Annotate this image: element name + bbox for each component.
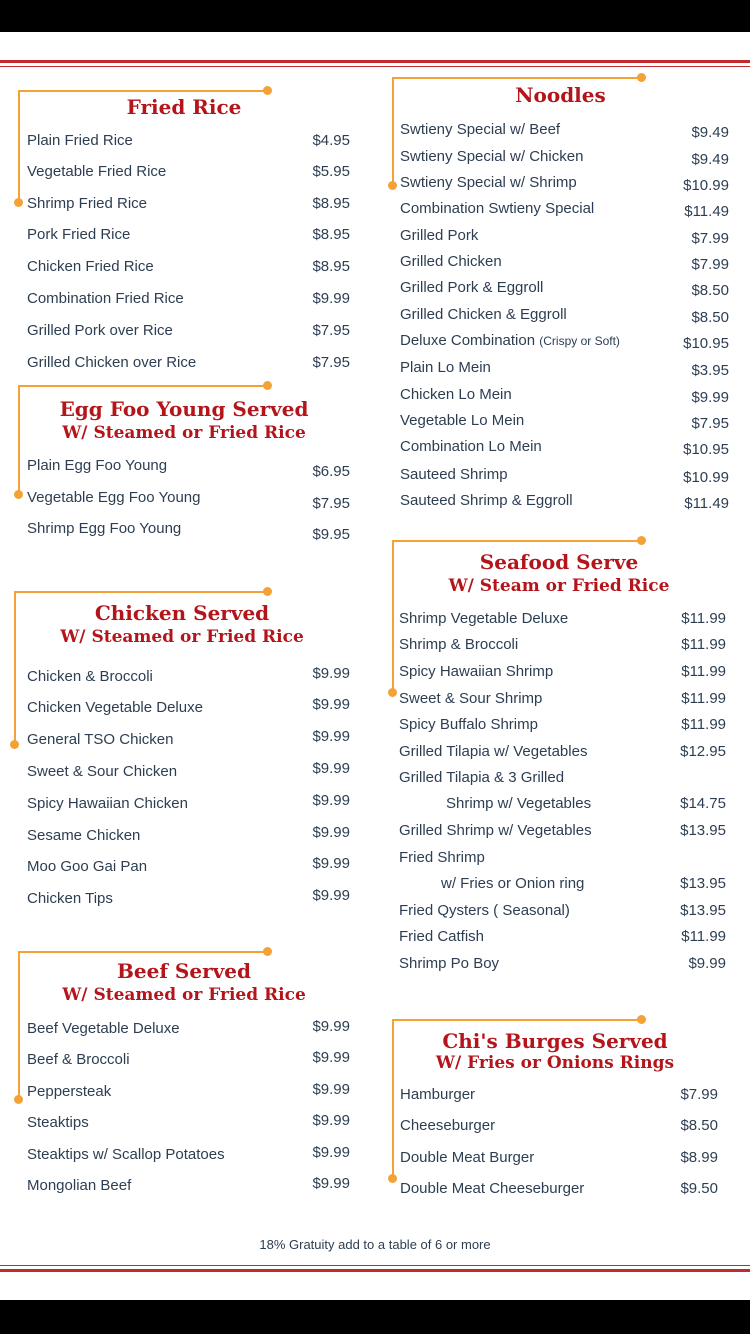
item-name: Pork Fried Rice bbox=[27, 226, 131, 243]
section-subtitle: W/ Steam or Fried Rice bbox=[448, 576, 670, 596]
item-name: Vegetable Egg Foo Young bbox=[27, 489, 201, 506]
item-name: Chicken Vegetable Deluxe bbox=[27, 699, 203, 716]
item-price: $9.99 bbox=[691, 389, 729, 406]
bracket-dot bbox=[14, 198, 23, 207]
item-name: Shrimp Egg Foo Young bbox=[27, 520, 182, 537]
item-name: Swtieny Special w/ Beef bbox=[400, 121, 561, 138]
item-price: $9.49 bbox=[691, 151, 729, 168]
bracket-dot bbox=[263, 86, 272, 95]
item-name: Spicy Buffalo Shrimp bbox=[399, 716, 538, 733]
item-name: Chicken Fried Rice bbox=[27, 258, 154, 275]
item-price: $8.50 bbox=[691, 282, 729, 299]
item-price: $7.95 bbox=[312, 354, 350, 371]
gratuity-note: 18% Gratuity add to a table of 6 or more bbox=[259, 1237, 491, 1252]
item-name: Chicken & Broccoli bbox=[27, 668, 153, 685]
item-price: $10.99 bbox=[683, 177, 729, 194]
item-name: Swtieny Special w/ Chicken bbox=[400, 148, 584, 165]
item-price: $13.95 bbox=[680, 822, 726, 839]
item-price: $11.99 bbox=[681, 928, 726, 945]
item-name: Grilled Pork & Eggroll bbox=[400, 279, 544, 296]
item-price: $7.95 bbox=[312, 322, 350, 339]
bracket-dot bbox=[637, 536, 646, 545]
item-price: $6.95 bbox=[312, 463, 350, 480]
item-name: Sauteed Shrimp bbox=[400, 466, 508, 483]
item-name: Moo Goo Gai Pan bbox=[27, 858, 148, 875]
item-name: Grilled Chicken bbox=[400, 253, 502, 270]
bracket-dot bbox=[388, 1174, 397, 1183]
item-price: $9.50 bbox=[680, 1180, 718, 1197]
bracket-dot bbox=[388, 181, 397, 190]
item-name: Cheeseburger bbox=[400, 1117, 496, 1134]
item-price: $9.95 bbox=[312, 526, 350, 543]
section-subtitle: W/ Steamed or Fried Rice bbox=[62, 985, 306, 1005]
item-price: $11.99 bbox=[681, 690, 726, 707]
item-price: $9.99 bbox=[312, 665, 350, 682]
bracket-dot bbox=[637, 1015, 646, 1024]
section-burgers bbox=[392, 1016, 718, 1206]
item-name: Plain Lo Mein bbox=[400, 359, 491, 376]
item-price: $9.99 bbox=[312, 792, 350, 809]
section-title: Seafood Serve bbox=[479, 550, 639, 574]
item-name: Beef & Broccoli bbox=[27, 1051, 130, 1068]
item-price: $9.99 bbox=[312, 1175, 350, 1192]
item-name: Shrimp Po Boy bbox=[399, 955, 500, 972]
item-price: $11.49 bbox=[684, 203, 729, 220]
item-name: Grilled Pork over Rice bbox=[27, 322, 173, 339]
section-title: Chi's Burges Served bbox=[442, 1029, 668, 1053]
item-price: $7.99 bbox=[691, 256, 729, 273]
item-name: Mongolian Beef bbox=[27, 1177, 132, 1194]
top-border-thin bbox=[0, 66, 750, 67]
item-name: Swtieny Special w/ Shrimp bbox=[400, 174, 577, 191]
item-name: w/ Fries or Onion ring bbox=[441, 875, 585, 892]
item-price: $9.99 bbox=[312, 1112, 350, 1129]
section-subtitle: W/ Steamed or Fried Rice bbox=[62, 423, 306, 443]
item-name: Combination Swtieny Special bbox=[400, 200, 595, 217]
item-name: General TSO Chicken bbox=[27, 731, 174, 748]
item-name: Steaktips w/ Scallop Potatoes bbox=[27, 1146, 225, 1163]
bracket-dot bbox=[14, 1095, 23, 1104]
item-name: Vegetable Fried Rice bbox=[27, 163, 167, 180]
item-name: Combination Fried Rice bbox=[27, 290, 184, 307]
item-name: Shrimp Vegetable Deluxe bbox=[399, 610, 569, 627]
item-price: $13.95 bbox=[680, 902, 726, 919]
item-price: $7.99 bbox=[680, 1086, 718, 1103]
section-title: Egg Foo Young Served bbox=[59, 397, 309, 421]
item-price: $11.99 bbox=[681, 610, 726, 627]
item-name: Peppersteak bbox=[27, 1083, 112, 1100]
bracket-dot bbox=[14, 490, 23, 499]
bottom-border-thick bbox=[0, 1269, 750, 1272]
item-name: Fried Shrimp bbox=[399, 849, 485, 866]
item-price: $7.99 bbox=[691, 230, 729, 247]
item-price: $9.99 bbox=[312, 696, 350, 713]
item-price: $13.95 bbox=[680, 875, 726, 892]
section-title: Noodles bbox=[515, 83, 606, 107]
top-border-thick bbox=[0, 60, 750, 63]
item-price: $12.95 bbox=[680, 743, 726, 760]
item-price: $8.99 bbox=[680, 1149, 718, 1166]
item-price: $9.99 bbox=[312, 855, 350, 872]
item-price: $9.99 bbox=[312, 1144, 350, 1161]
item-name: Grilled Tilapia & 3 Grilled bbox=[399, 769, 565, 786]
section-chicken bbox=[14, 588, 350, 948]
item-price: $9.99 bbox=[312, 1049, 350, 1066]
item-price: $8.95 bbox=[312, 258, 350, 275]
item-name: Grilled Chicken over Rice bbox=[27, 354, 197, 371]
item-name: Grilled Chicken & Eggroll bbox=[400, 306, 567, 323]
item-name: Combination Lo Mein bbox=[400, 438, 542, 455]
section-subtitle: W/ Steamed or Fried Rice bbox=[60, 627, 304, 647]
item-name: Shrimp w/ Vegetables bbox=[446, 795, 592, 812]
item-price: $8.95 bbox=[312, 226, 350, 243]
menu-page bbox=[0, 32, 750, 1300]
item-price: $10.99 bbox=[683, 469, 729, 486]
item-price: $5.95 bbox=[312, 163, 350, 180]
bottom-border-thin bbox=[0, 1265, 750, 1266]
section-noodles bbox=[392, 74, 729, 554]
item-price: $9.99 bbox=[312, 728, 350, 745]
item-price: $3.95 bbox=[691, 362, 729, 379]
section-subtitle: W/ Fries or Onions Rings bbox=[435, 1053, 675, 1073]
item-name: Sweet & Sour Shrimp bbox=[399, 690, 543, 707]
item-name: Sweet & Sour Chicken bbox=[27, 763, 178, 780]
section-title: Fried Rice bbox=[126, 95, 242, 119]
item-name: Plain Egg Foo Young bbox=[27, 457, 168, 474]
item-name: Spicy Hawaiian Chicken bbox=[27, 795, 188, 812]
item-name: Beef Vegetable Deluxe bbox=[27, 1020, 180, 1037]
item-price: $10.95 bbox=[683, 335, 729, 352]
item-name: Vegetable Lo Mein bbox=[400, 412, 525, 429]
bracket-dot bbox=[263, 947, 272, 956]
item-name: Grilled Pork bbox=[400, 227, 479, 244]
item-name: Spicy Hawaiian Shrimp bbox=[399, 663, 554, 680]
item-name: Grilled Shrimp w/ Vegetables bbox=[399, 822, 592, 839]
item-price: $10.95 bbox=[683, 441, 729, 458]
section-seafood bbox=[392, 537, 726, 1017]
bracket-dot bbox=[263, 381, 272, 390]
item-price: $7.95 bbox=[312, 495, 350, 512]
item-name: Fried Catfish bbox=[399, 928, 485, 945]
item-name: Steaktips bbox=[27, 1114, 89, 1131]
item-name: Double Meat Cheeseburger bbox=[400, 1180, 585, 1197]
item-price: $8.95 bbox=[312, 195, 350, 212]
item-name: Double Meat Burger bbox=[400, 1149, 535, 1166]
section-fried-rice bbox=[18, 88, 350, 388]
item-price: $8.50 bbox=[680, 1117, 718, 1134]
item-name: Plain Fried Rice bbox=[27, 132, 133, 149]
section-beef bbox=[18, 948, 350, 1198]
item-name: Chicken Tips bbox=[27, 890, 113, 907]
bracket-dot bbox=[388, 688, 397, 697]
section-egg-foo-young bbox=[18, 382, 350, 552]
item-price: $11.99 bbox=[681, 636, 726, 653]
item-price: $9.99 bbox=[312, 1018, 350, 1035]
item-name: Chicken Lo Mein bbox=[400, 386, 512, 403]
section-title: Beef Served bbox=[117, 959, 251, 983]
item-name: Hamburger bbox=[400, 1086, 476, 1103]
item-price: $11.49 bbox=[684, 495, 729, 512]
item-name: Sesame Chicken bbox=[27, 827, 141, 844]
item-name: Fried Qysters ( Seasonal) bbox=[399, 902, 570, 919]
section-title: Chicken Served bbox=[94, 601, 270, 625]
bracket-dot bbox=[263, 587, 272, 596]
item-price: $9.99 bbox=[312, 760, 350, 777]
item-name: Shrimp Fried Rice bbox=[27, 195, 148, 212]
bracket-dot bbox=[10, 740, 19, 749]
item-name: Shrimp & Broccoli bbox=[399, 636, 519, 653]
item-price: $11.99 bbox=[681, 716, 726, 733]
item-note: (Crispy or Soft) bbox=[539, 334, 620, 348]
item-price: $9.99 bbox=[312, 824, 350, 841]
item-price: $9.99 bbox=[312, 290, 350, 307]
item-name: Sauteed Shrimp & Eggroll bbox=[400, 492, 573, 509]
item-price: $9.99 bbox=[688, 955, 726, 972]
item-price: $8.50 bbox=[691, 309, 729, 326]
item-price: $7.95 bbox=[691, 415, 729, 432]
bracket-dot bbox=[637, 73, 646, 82]
item-price: $9.99 bbox=[312, 1081, 350, 1098]
item-price: $4.95 bbox=[312, 132, 350, 149]
item-name: Grilled Tilapia w/ Vegetables bbox=[399, 743, 588, 760]
item-price: $9.49 bbox=[691, 124, 729, 141]
item-price: $9.99 bbox=[312, 887, 350, 904]
item-name: Deluxe Combination bbox=[400, 332, 536, 349]
item-price: $11.99 bbox=[681, 663, 726, 680]
item-price: $14.75 bbox=[680, 795, 726, 812]
